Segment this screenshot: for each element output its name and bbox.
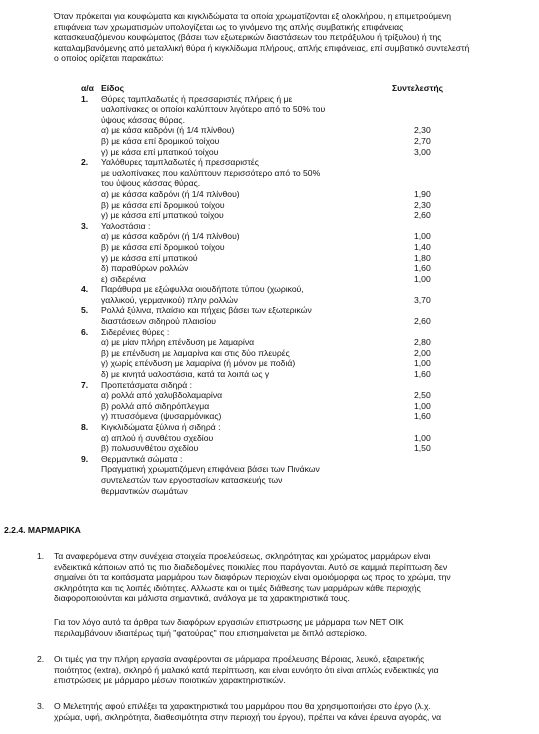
paragraph-line: Οι τιμές για την πλήρη εργασία αναφέρονται σε μάρμαρα προέλευσης Βέροιας, λευκό, εξαιρετικής [54, 654, 425, 664]
paragraph-number: 3. [37, 701, 45, 711]
table-row [54, 369, 526, 380]
item-coefficient: 1,00 [414, 273, 431, 284]
table-row [54, 115, 526, 126]
table-row [54, 210, 526, 221]
paragraph-line: ποιότητος (extra), σκληρό ή μαλακό κατά περίπτωση, και είναι ευνόητο ότι είναι απλώς ενδεικτικές για [54, 664, 439, 675]
item-description: Θερμαντικά σώματα : [101, 453, 183, 464]
item-description: Υαλοστάσια : [101, 220, 151, 231]
intro-line: επιφάνεια των χρωματισμών υπολογίζεται ως το γινόμενο της απλής συμβατικής επιφάνειας [54, 21, 404, 32]
item-description: Υαλόθυρες ταμπλαδωτές ή πρεσσαριστές [101, 157, 259, 168]
paragraph-line: χρώμα, υφή, σκληρότητα, διαθεσιμότητα στην περιοχή του έργου), πρέπει να κάνει έρευνα αγοράς, να [54, 711, 442, 722]
paragraph-line: διαφοροποιούνται και μάλιστα σημαντικά, ανάλογα με τα χαρακτηριστικά τους. [54, 593, 350, 604]
item-number: 3. [81, 220, 89, 231]
item-coefficient: 3,00 [414, 146, 431, 157]
item-description: γαλλικού, γερμανικού) πλην ρολλών [101, 294, 238, 305]
table-row [54, 390, 526, 401]
table-row [54, 136, 526, 147]
table-row [54, 464, 526, 475]
table-row [54, 433, 526, 444]
item-coefficient: 1,00 [414, 400, 431, 411]
item-description: α) με κάσα καδρόνι (ή 1/4 πλίνθου) [101, 125, 235, 136]
item-number: 1. [81, 93, 89, 104]
item-number: 4. [81, 284, 89, 295]
item-description: Πραγματική χρωματιζόμενη επιφάνεια βάσει των Πινάκων [101, 464, 320, 475]
table-row [54, 274, 526, 285]
paragraph-line: σκληρότητα και τις λοιπές ιδιότητες. Αλλωστε και οι τιμές διάθεσης των μαρμάρων κάθε περιοχής [54, 582, 421, 593]
table-row [54, 284, 526, 295]
item-description: δ) παραθύρων ρολλών [101, 263, 189, 274]
paragraph-3 [37, 701, 526, 722]
paragraph-line: περιλαμβάνουν ιδιαιτέρως τιμή "φατούρας" που επισημαίνεται με διπλό αστερίσκο. [54, 627, 368, 638]
table-row [54, 295, 526, 306]
item-description: Παράθυρα με εξώφυλλα οιουδήποτε τύπου (χωρικού, [101, 284, 304, 295]
item-description: δ) με κινητά υαλοστάσια, κατά τα λοιπά ως γ [101, 369, 270, 380]
paragraph-number: 2. [37, 654, 45, 664]
table-row [54, 327, 526, 338]
item-description: α) ρολλά από χαλυβδολαμαρίνα [101, 390, 223, 401]
item-description: α) απλού ή συνθέτου σχεδίου [101, 432, 214, 443]
table-row [54, 443, 526, 454]
intro-line: κατασκευαζόμενου κουφώματος (βάσει των εξωτερικών διαστάσεων του πετράξυλου ή τρίξυλου) ή της [54, 32, 442, 43]
item-coefficient: 1,00 [414, 432, 431, 443]
table-row [54, 454, 526, 465]
coefficients-table [54, 83, 526, 496]
item-description: γ) με κάσα επί μπατικού τοίχου [101, 146, 219, 157]
item-coefficient: 2,50 [414, 390, 431, 401]
item-description: β) πολυσυνθέτου σχεδίου [101, 443, 199, 454]
item-coefficient: 1,60 [414, 369, 431, 380]
table-row [54, 200, 526, 211]
table-row [54, 231, 526, 242]
paragraph-number: 1. [37, 551, 45, 561]
item-number: 6. [81, 326, 89, 337]
item-description: Θύρες ταμπλαδωτές ή πρεσσαριστές πλήρεις ή με [101, 93, 293, 104]
table-row [54, 475, 526, 486]
paragraph-line: Ο Μελετητής αφού επιλέξει τα χαρακτηριστικά του μαρμάρου που θα χρησιμοποιήσει στο έργο (λ.χ. [54, 701, 431, 711]
table-row [54, 157, 526, 168]
paragraph-line: επιστρώσεις με μάρμαρο μέσων ποιοτικών χαρακτηριστικών. [54, 675, 286, 686]
table-row [54, 305, 526, 316]
item-coefficient: 2,00 [414, 347, 431, 358]
item-number: 7. [81, 379, 89, 390]
header-aa: α/α [81, 83, 94, 93]
item-description: συντελεστών των εργοστασίων κατασκευής των [101, 474, 283, 485]
table-row [54, 178, 526, 189]
intro-paragraph [54, 11, 526, 64]
intro-line: Όταν πρόκειται για κουφώματα και κιγκλιδώματα τα οποία χρωματίζονται εξ ολοκλήρου, η επιμετρούμενη [54, 11, 452, 21]
item-description: α) με μίαν πλήρη επένδυση με λαμαρίνα [101, 337, 255, 348]
table-row [54, 94, 526, 105]
item-description: β) με κάσα επί δρομικού τοίχου [101, 135, 220, 146]
paragraph-line: Τα αναφερόμενα στην συνέχεια στοιχεία προελεύσεως, σκληρότητας και χρώματος μαρμάρων είναι [54, 551, 431, 561]
item-description: με υαλοπίνακες που καλύπτουν περισσότερο από το 50% [101, 167, 321, 178]
table-row [54, 380, 526, 391]
item-description: β) με κάσσα επί δρομικού τοίχου [101, 199, 225, 210]
item-coefficient: 2,70 [414, 135, 431, 146]
item-number: 5. [81, 305, 89, 316]
item-description: ύψους κάσσας θύρας. [101, 114, 185, 125]
item-description: θερμαντικών σωμάτων [101, 485, 188, 496]
item-number: 8. [81, 422, 89, 432]
item-number: 2. [81, 157, 89, 168]
item-coefficient: 1,90 [414, 188, 431, 199]
item-coefficient: 2,30 [414, 199, 431, 210]
item-description: γ) πτυσσόμενα (ψυσαρμόνικας) [101, 411, 222, 422]
table-row [54, 316, 526, 327]
header-eidos: Είδος [101, 83, 125, 93]
header-syntelestis: Συντελεστής [392, 83, 444, 93]
item-coefficient: 1,50 [414, 443, 431, 454]
table-body [54, 94, 526, 497]
item-coefficient: 1,40 [414, 241, 431, 252]
item-description: γ) με κάσσα επί μπατικού τοίχου [101, 210, 224, 221]
paragraph-1 [37, 551, 526, 604]
item-description: διαστάσεων σιδηρού πλαισίου [101, 316, 216, 327]
item-description: γ) χωρίς επένδυση με λαμαρίνα (ή μόνον με ποδιά) [101, 358, 296, 369]
item-description: ε) σιδερένια [101, 273, 146, 284]
item-description: Κιγκλιδώματα ξύλινα ή σιδηρά : [101, 422, 221, 432]
item-description: β) με κάσσα επί δρομικού τοίχου [101, 241, 225, 252]
paragraph-line: ενδεικτικά κάποιων από τις πιο διαδεδομένες ποικιλίες που παράγονται. Αυτό σε καμμιά περίπτωση δεν [54, 561, 448, 572]
item-coefficient: 1,60 [414, 411, 431, 422]
intro-line: καταλαμβανόμενης από μεταλλική θύρα ή κιγκλίδωμα πλήρους, απλής επιφάνειας, επί συμβατικό συντελεστή [54, 42, 470, 53]
item-description: γ) με κάσσα επί μπατικού [101, 252, 198, 263]
item-description: β) ρολλά από σιδηρόπλεγμα [101, 400, 210, 411]
table-row [54, 104, 526, 115]
table-row [54, 168, 526, 179]
table-row [54, 358, 526, 369]
item-description: Σιδερένιες θύρες : [101, 326, 170, 337]
table-row [54, 337, 526, 348]
table-row [54, 189, 526, 200]
table-row [54, 486, 526, 497]
paragraph-1-continued [54, 617, 526, 638]
table-row [54, 411, 526, 422]
item-coefficient: 2,80 [414, 337, 431, 348]
paragraph-line: Για τον λόγο αυτό τα άρθρα των διαφόρων εργασιών επιστρωσης με μάρμαρα των ΝΕΤ ΟΙΚ [54, 617, 404, 627]
item-description: υαλοπίνακες οι οποίοι καλύπτουν λιγότερο από το 50% του [101, 104, 326, 115]
table-row [54, 125, 526, 136]
table-row [54, 348, 526, 359]
item-description: α) με κάσσα καδρόνι (ή 1/4 πλίνθου) [101, 231, 240, 242]
item-coefficient: 1,60 [414, 263, 431, 274]
table-row [54, 253, 526, 264]
item-coefficient: 2,60 [414, 316, 431, 327]
item-coefficient: 1,80 [414, 252, 431, 263]
paragraph-line: σημαίνει ότι τα κοιτάσματα μαρμάρου των διαφόρων περιοχών είναι ομοιόμορφα ως προς το χρώμα, την [54, 572, 451, 583]
paragraph-2 [37, 654, 526, 686]
table-row [54, 242, 526, 253]
item-coefficient: 1,00 [414, 358, 431, 369]
item-coefficient: 2,60 [414, 210, 431, 221]
item-coefficient: 2,30 [414, 125, 431, 136]
item-description: του ύψους κάσσας θύρας. [101, 178, 201, 189]
intro-line: ο οποίος ορίζεται παρακάτω: [54, 53, 164, 64]
table-row [54, 221, 526, 232]
item-description: Ρολλά ξύλινα, πλαίσιο και πήχεις βάσει των εξωτερικών [101, 305, 312, 316]
item-number: 9. [81, 453, 89, 464]
table-row [54, 263, 526, 274]
item-description: Προπετάσματα σιδηρά : [101, 379, 193, 390]
table-row [54, 401, 526, 412]
item-coefficient: 1,00 [414, 231, 431, 242]
table-row [54, 147, 526, 158]
item-coefficient: 3,70 [414, 294, 431, 305]
section-title: 2.2.4. ΜΑΡΜΑΡΙΚΑ [4, 525, 81, 535]
item-description: β) με επένδυση με λαμαρίνα και στις δύο πλευρές [101, 347, 290, 358]
item-description: α) με κάσσα καδρόνι (ή 1/4 πλίνθου) [101, 188, 240, 199]
table-row [54, 422, 526, 433]
table-header [54, 83, 526, 94]
